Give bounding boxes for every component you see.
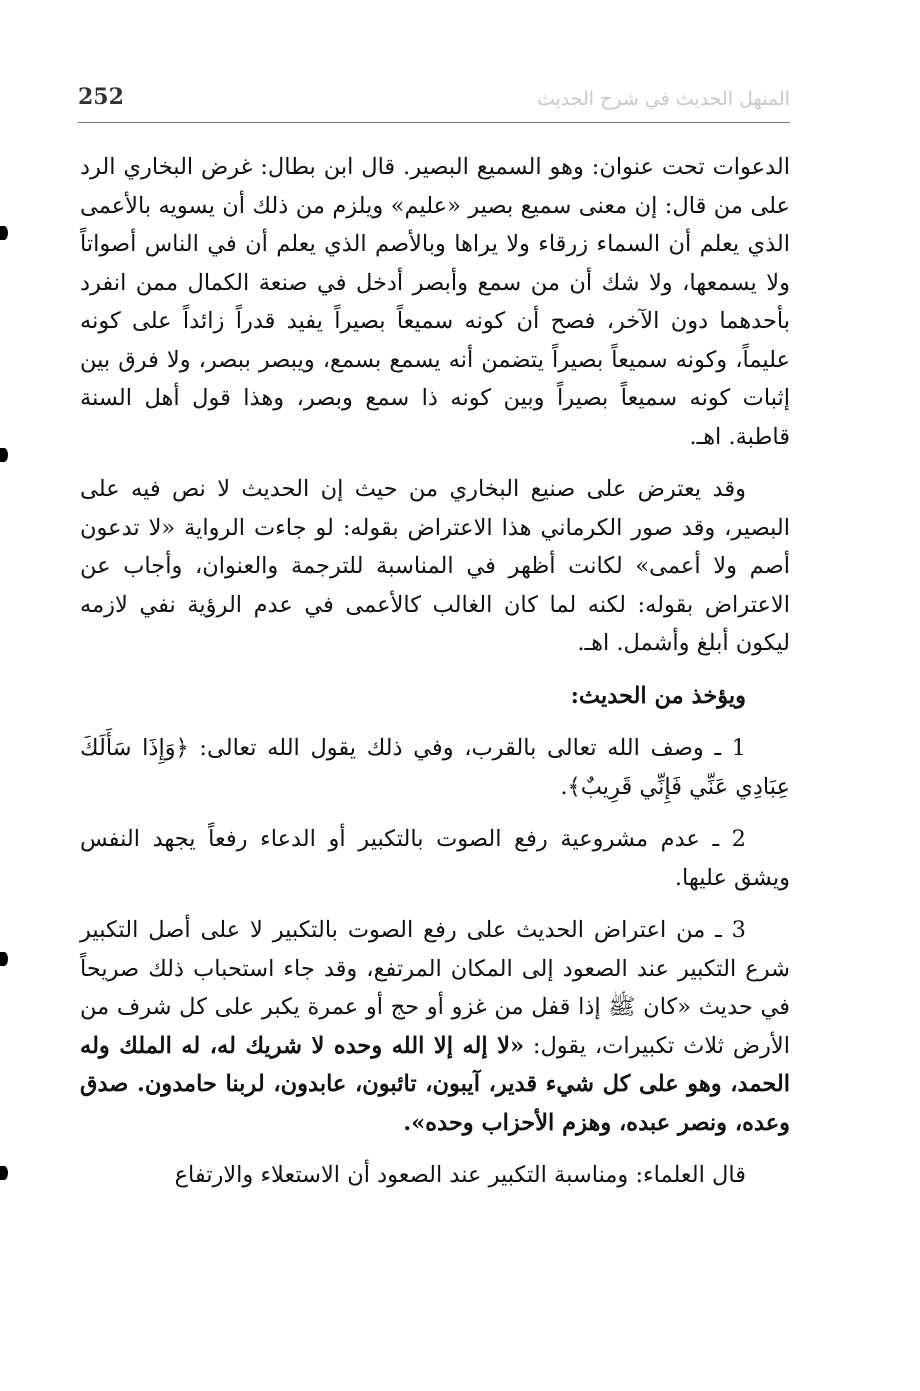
list-item-3 <box>80 911 790 1142</box>
page-header <box>78 84 790 124</box>
closing-line: قال العلماء: ومناسبة التكبير عند الصعود أن الاستعلاء والارتفاع <box>174 1162 746 1188</box>
page-number: 252 <box>78 84 124 110</box>
scan-edge-mark <box>0 226 8 240</box>
header-rule <box>78 122 790 123</box>
scan-edge-mark <box>0 448 8 462</box>
page-body <box>80 148 790 1209</box>
list-item-2: 2 ـ عدم مشروعية رفع الصوت بالتكبير أو الدعاء رفعاً يجهد النفس ويشق عليها. <box>80 826 790 891</box>
running-title: المنهل الحديث في شرح الحديث <box>536 88 790 110</box>
paragraph-1: الدعوات تحت عنوان: وهو السميع البصير. قال ابن بطال: غرض البخاري الرد على من قال: إن معنى سميع بصير «عليم» ويلزم من ذلك أن يسويه بالأعمى الذي يعلم أن السماء زرقاء ولا يراها وبالأصم الذي يعلم أن في الناس أصواتاً ولا يسمعها، ولا شك أن من سمع وأبصر أدخل في صنعة الكمال ممن انفرد بأحدهما دون الآخر، فصح أن كونه سميعاً بصيراً يفيد قدراً زائداً على كونه عليماً، وكونه سميعاً بصيراً يتضمن أنه يسمع بسمع، ويبصر ببصر، ولا فرق بين إثبات كونه سميعاً بصيراً وبين كونه ذا سمع وبصر، وهذا قول أهل السنة قاطبة. اهـ. <box>80 154 790 450</box>
scan-edge-mark <box>0 1166 8 1180</box>
scan-edge-mark <box>0 952 8 966</box>
section-heading: ويؤخذ من الحديث: <box>570 682 746 709</box>
list-item-3-text: 3 ـ من اعتراض الحديث على رفع الصوت بالتكبير لا على أصل التكبير شرع التكبير عند الصعود إلى المكان المرتفع، وقد جاء استحباب ذلك صريحاً في حديث «كان ﷺ إذا قفل من غزو أو حج أو عمرة يكبر على كل شرف من الأرض ثلاث تكبيرات، يقول: <box>80 917 790 1059</box>
paragraph-2: وقد يعترض على صنيع البخاري من حيث إن الحديث لا نص فيه على البصير، وقد صور الكرماني هذا الاعتراض بقوله: لو جاءت الرواية «لا تدعون أصم ولا أعمى» لكانت أظهر في المناسبة للترجمة والعنوان، وأجاب عن الاعتراض بقوله: لكنه لما كان الغالب كالأعمى في عدم الرؤية نفي لازمه ليكون أبلغ وأشمل. اهـ. <box>80 476 790 656</box>
dua-text: «لا إله إلا الله وحده لا شريك له، له الملك وله الحمد، وهو على كل شيء قدير، آيبون، تائبون، عابدون، لربنا حامدون. صدق وعده، ونصر عبده، وهزم الأحزاب وحده». <box>80 1032 790 1136</box>
list-item-1: 1 ـ وصف الله تعالى بالقرب، وفي ذلك يقول الله تعالى: ﴿وَإِذَا سَأَلَكَ عِبَادِي عَنِّي فَإِنِّي قَرِيبٌ﴾. <box>80 735 790 800</box>
